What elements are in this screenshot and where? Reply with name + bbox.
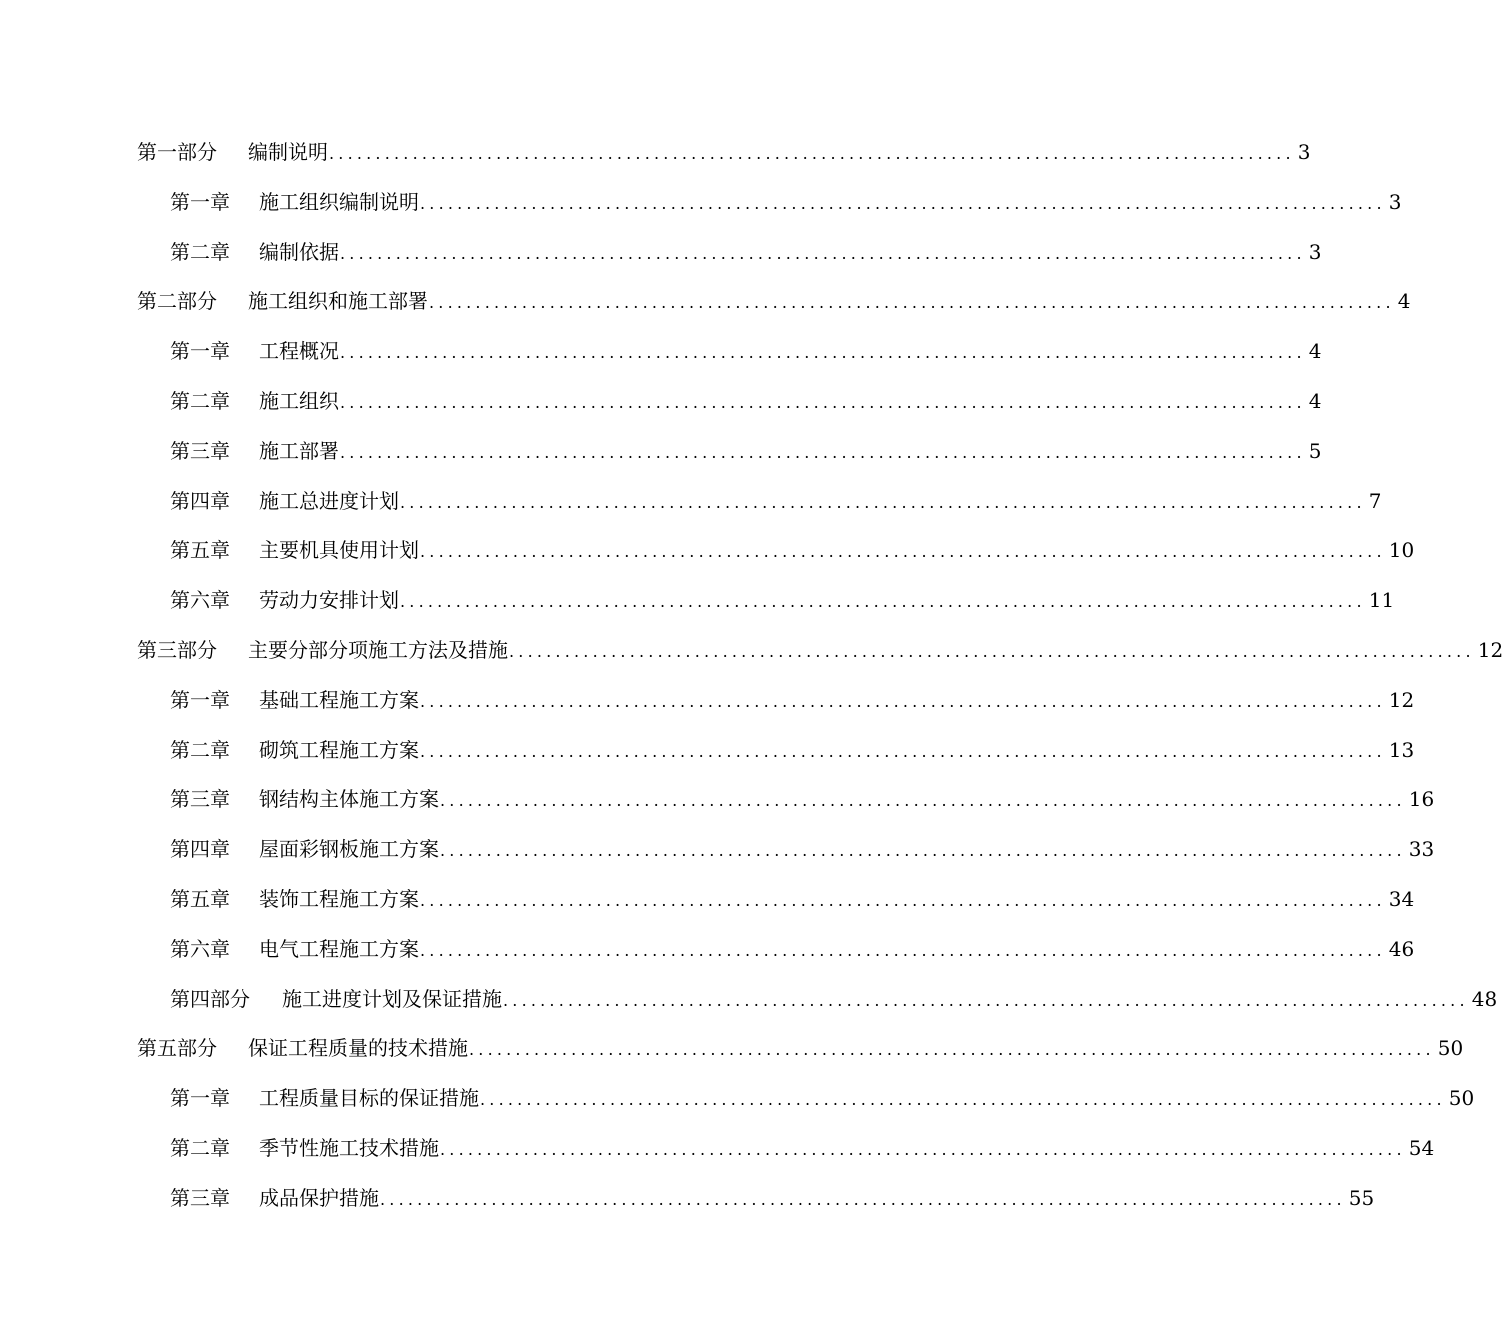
toc-entry[interactable] — [0, 526, 1415, 576]
toc-entry-label: 第二章 — [170, 737, 230, 762]
toc-entry-label: 第二部分 — [137, 289, 217, 314]
toc-entry-label: 第二章 — [170, 239, 230, 264]
toc-entry[interactable] — [0, 128, 1311, 178]
toc-entry-title: 编制说明 — [248, 140, 328, 164]
toc-entry-title: 钢结构主体施工方案 — [259, 787, 439, 812]
dot-leader: ........................................................................................................ — [400, 492, 1366, 512]
toc-entry-title: 砌筑工程施工方案 — [259, 737, 419, 762]
dot-leader: ........................................................................................................ — [340, 243, 1306, 263]
toc-entry-label: 第二章 — [170, 388, 230, 413]
toc-entry-label: 第四章 — [170, 488, 230, 513]
toc-entry-page-number: 11 — [1368, 588, 1395, 613]
toc-entry[interactable] — [0, 925, 1415, 975]
toc-entry[interactable] — [0, 726, 1415, 776]
toc-entry-page-number: 3 — [1388, 189, 1402, 214]
toc-entry-title: 工程概况 — [259, 339, 339, 364]
dot-leader: ........................................................................................................ — [420, 542, 1386, 562]
toc-entry[interactable] — [0, 676, 1415, 726]
toc-entry[interactable] — [0, 477, 1382, 527]
dot-leader: ........................................................................................................ — [420, 890, 1386, 910]
toc-entry-title: 工程质量目标的保证措施 — [259, 1086, 479, 1111]
toc-entry-title: 主要分部分项施工方法及措施 — [248, 637, 508, 662]
toc-entry-label: 第六章 — [170, 936, 230, 961]
dot-leader: ........................................................................................................ — [503, 990, 1469, 1010]
dot-leader: ........................................................................................................ — [340, 392, 1306, 412]
dot-leader: ........................................................................................................ — [440, 791, 1406, 811]
toc-entry-title: 装饰工程施工方案 — [259, 886, 419, 911]
toc-entry[interactable] — [0, 1074, 1475, 1124]
toc-entry-page-number: 12 — [1477, 637, 1503, 662]
toc-entry-page-number: 33 — [1408, 837, 1435, 862]
toc-entry-label: 第五章 — [170, 886, 230, 911]
toc-entry-label: 第一章 — [170, 1086, 230, 1111]
toc-entry-label: 第三章 — [170, 787, 230, 812]
toc-entry-page-number: 48 — [1471, 986, 1498, 1011]
toc-entry-title: 施工总进度计划 — [259, 488, 399, 513]
toc-entry-page-number: 4 — [1397, 289, 1411, 314]
toc-entry-title: 施工组织 — [259, 388, 339, 413]
toc-entry-label: 第一章 — [170, 687, 230, 712]
dot-leader: ........................................................................................................ — [440, 841, 1406, 861]
toc-entry[interactable] — [0, 1174, 1375, 1224]
toc-entry[interactable] — [0, 875, 1415, 925]
toc-entry-page-number: 12 — [1388, 687, 1415, 712]
toc-entry[interactable] — [0, 1124, 1435, 1174]
toc-entry-page-number: 13 — [1388, 737, 1415, 762]
toc-entry-page-number: 55 — [1348, 1185, 1375, 1210]
dot-leader: ........................................................................................................ — [380, 1189, 1346, 1209]
toc-entry-label: 第一章 — [170, 189, 230, 214]
dot-leader: ........................................................................................................ — [509, 641, 1475, 661]
toc-entry[interactable] — [0, 825, 1435, 875]
toc-entry[interactable] — [0, 775, 1435, 825]
toc-entry-label: 第一部分 — [137, 140, 217, 164]
table-of-contents — [0, 128, 1503, 1224]
toc-entry[interactable] — [0, 327, 1322, 377]
dot-leader: ........................................................................................................ — [420, 940, 1386, 960]
toc-entry[interactable] — [0, 427, 1322, 477]
toc-entry-page-number: 50 — [1448, 1086, 1475, 1111]
toc-entry-label: 第一章 — [170, 339, 230, 364]
toc-entry-label: 第五部分 — [137, 1036, 217, 1061]
dot-leader: ........................................................................................................ — [440, 1139, 1406, 1159]
toc-entry-title: 保证工程质量的技术措施 — [248, 1036, 468, 1061]
toc-entry-label: 第四章 — [170, 837, 230, 862]
toc-entry-page-number: 54 — [1408, 1135, 1435, 1160]
toc-entry[interactable] — [0, 975, 1498, 1025]
toc-entry[interactable] — [0, 377, 1322, 427]
toc-entry-title: 施工组织编制说明 — [259, 189, 419, 214]
toc-entry-title: 季节性施工技术措施 — [259, 1135, 439, 1160]
toc-entry-label: 第三部分 — [137, 637, 217, 662]
dot-leader: ........................................................................................................ — [429, 293, 1395, 313]
toc-entry-title: 电气工程施工方案 — [259, 936, 419, 961]
toc-entry-page-number: 50 — [1437, 1036, 1464, 1061]
toc-entry-label: 第三章 — [170, 1185, 230, 1210]
toc-entry-title: 基础工程施工方案 — [259, 687, 419, 712]
toc-entry[interactable] — [0, 1024, 1464, 1074]
toc-entry-label: 第四部分 — [170, 986, 250, 1011]
toc-entry-page-number: 34 — [1388, 886, 1415, 911]
toc-entry-page-number: 10 — [1388, 538, 1415, 563]
toc-entry[interactable] — [0, 277, 1411, 327]
toc-entry-title: 主要机具使用计划 — [259, 538, 419, 563]
toc-entry-title: 施工进度计划及保证措施 — [282, 986, 502, 1011]
toc-entry-title: 屋面彩钢板施工方案 — [259, 837, 439, 862]
dot-leader: ........................................................................................................ — [420, 193, 1386, 213]
toc-entry-page-number: 16 — [1408, 787, 1435, 812]
toc-entry[interactable] — [0, 626, 1503, 676]
toc-entry-title: 劳动力安排计划 — [259, 588, 399, 613]
toc-entry-page-number: 5 — [1308, 438, 1322, 463]
toc-entry-page-number: 4 — [1308, 388, 1322, 413]
toc-entry[interactable] — [0, 178, 1402, 228]
toc-entry-page-number: 7 — [1368, 488, 1382, 513]
toc-entry[interactable] — [0, 228, 1322, 278]
dot-leader: ........................................................................................................ — [480, 1090, 1446, 1110]
toc-entry-title: 编制依据 — [259, 239, 339, 264]
dot-leader: ........................................................................................................ — [340, 442, 1306, 462]
dot-leader: ........................................................................................................ — [329, 144, 1295, 163]
toc-entry-page-number: 3 — [1308, 239, 1322, 264]
dot-leader: ........................................................................................................ — [340, 343, 1306, 363]
toc-entry-label: 第五章 — [170, 538, 230, 563]
dot-leader: ........................................................................................................ — [400, 592, 1366, 612]
toc-entry[interactable] — [0, 576, 1395, 626]
dot-leader: ........................................................................................................ — [420, 741, 1386, 761]
toc-entry-page-number: 3 — [1297, 140, 1311, 164]
dot-leader: ........................................................................................................ — [469, 1040, 1435, 1060]
toc-entry-title: 成品保护措施 — [259, 1185, 379, 1210]
dot-leader: ........................................................................................................ — [420, 691, 1386, 711]
toc-entry-page-number: 46 — [1388, 936, 1415, 961]
toc-entry-label: 第六章 — [170, 588, 230, 613]
toc-entry-label: 第三章 — [170, 438, 230, 463]
toc-entry-title: 施工部署 — [259, 438, 339, 463]
toc-entry-label: 第二章 — [170, 1135, 230, 1160]
toc-entry-title: 施工组织和施工部署 — [248, 289, 428, 314]
toc-entry-page-number: 4 — [1308, 339, 1322, 364]
